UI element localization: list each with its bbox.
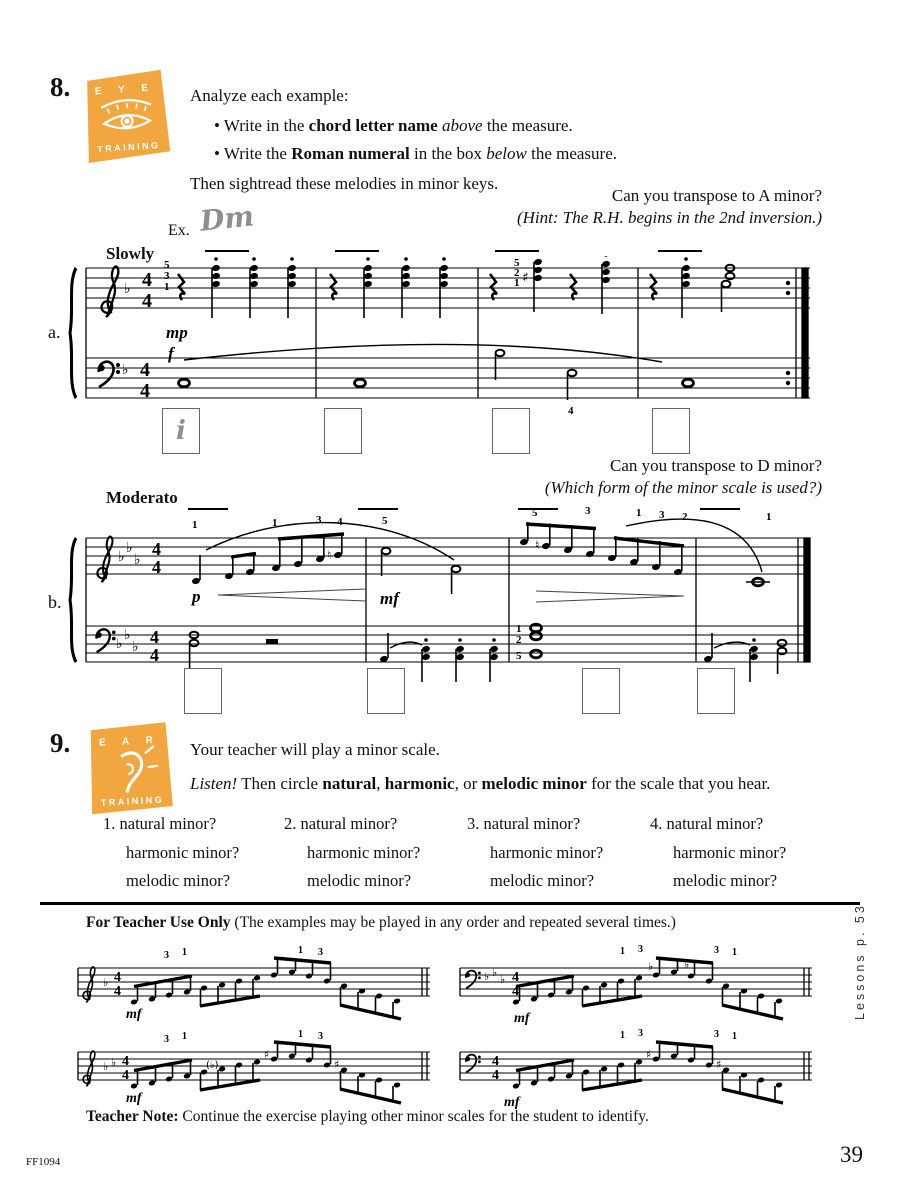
sharp-accidental: ♯: [334, 1058, 340, 1071]
exercise-8-followup: Then sightread these melodies in minor keys.: [190, 174, 499, 193]
teacher-note-label: Teacher Note:: [86, 1108, 179, 1125]
bullet-1-post: the measure.: [482, 116, 573, 135]
bass-notes-a: [179, 350, 694, 400]
treble-notes-b: [191, 522, 770, 594]
option-melodic-minor[interactable]: melodic minor?: [126, 871, 231, 890]
key-flat: ♭: [484, 970, 490, 983]
roman-numeral-box[interactable]: [324, 408, 362, 454]
chord-name-line[interactable]: [205, 250, 249, 252]
eye-training-badge: [84, 70, 176, 170]
repeat-dots: [786, 281, 790, 385]
roman-numeral-box[interactable]: [697, 668, 735, 714]
listen-italic: Listen!: [190, 774, 238, 793]
svg-text:3: 3: [714, 1029, 719, 1040]
transpose-question-a: Can you transpose to A minor?: [611, 186, 822, 205]
ear-training-badge: [88, 722, 180, 822]
svg-text:1: 1: [516, 623, 522, 635]
svg-text:♭: ♭: [134, 552, 141, 568]
teacher-scale-1: [70, 944, 442, 1040]
sharp-accidental: ♯: [646, 1048, 652, 1061]
line2-c2: , or: [454, 774, 482, 793]
bullet-1: [214, 116, 573, 136]
bullet-icon: •: [214, 144, 220, 163]
option-natural-minor[interactable]: natural minor?: [119, 814, 217, 833]
svg-text:3: 3: [164, 1034, 169, 1045]
rh-fingering-m1: [164, 259, 170, 293]
svg-text:1: 1: [182, 947, 187, 958]
dynamic-mf: mf: [504, 1095, 520, 1110]
transpose-hint-a: (Hint: The R.H. begins in the 2nd inversion.): [516, 208, 822, 227]
time-sig: 4: [492, 1054, 499, 1069]
key-flat: ♭: [122, 362, 129, 378]
roman-numeral-box[interactable]: [184, 668, 222, 714]
bullet-2: [214, 144, 617, 164]
scale-fingerings: [620, 1028, 737, 1042]
svg-text:1: 1: [514, 277, 520, 289]
item-number: 3.: [467, 814, 480, 833]
bass-clef-icon: [96, 629, 116, 652]
teacher-note-text: Continue the exercise playing other minor scales for the student to identify.: [182, 1108, 649, 1125]
chord-name-line[interactable]: [495, 250, 539, 252]
option-melodic-minor[interactable]: melodic minor?: [673, 871, 778, 890]
time-sig: 4: [152, 557, 161, 577]
listening-item-4: [650, 810, 786, 896]
time-sig: 4: [140, 380, 150, 402]
line2-melodic: melodic minor: [481, 774, 587, 793]
sharp-accidental: ♯: [522, 270, 529, 286]
key-flat: ♭: [500, 973, 506, 986]
line2-post: for the scale that you hear.: [586, 774, 771, 793]
key-signature-3-flats: [116, 540, 141, 655]
paren-flat-accidental: (♭): [206, 1060, 219, 1071]
svg-text:4: 4: [337, 516, 343, 528]
natural-accidental: ♮: [327, 548, 332, 562]
key-flat: ♭: [103, 976, 109, 989]
svg-text:3: 3: [659, 509, 665, 521]
transpose-question-b: Can you transpose to D minor?: [610, 456, 822, 475]
treble-clef-icon: [97, 537, 112, 582]
svg-text:3: 3: [318, 1031, 323, 1042]
system-b-label: b.: [48, 592, 62, 612]
tempo-b: Moderato: [106, 488, 178, 507]
option-harmonic-minor[interactable]: harmonic minor?: [307, 842, 421, 862]
dynamic-mf: mf: [126, 1007, 142, 1022]
bass-clef-icon: [466, 1055, 481, 1073]
svg-text:5: 5: [514, 257, 520, 269]
roman-numeral-box[interactable]: [652, 408, 690, 454]
teacher-note: [86, 1108, 649, 1126]
svg-text:3: 3: [638, 944, 643, 955]
staff-lines: [86, 268, 810, 398]
svg-text:3: 3: [316, 514, 322, 526]
option-natural-minor[interactable]: natural minor?: [300, 814, 398, 833]
time-sig: 4: [142, 290, 152, 312]
badge-top-label: E A R: [98, 734, 161, 749]
roman-numeral-answer: i: [176, 416, 186, 446]
bullet-2-bold: Roman numeral: [291, 144, 410, 163]
line2-pre: Then circle: [237, 774, 323, 793]
exercise-8-intro: Analyze each example:: [190, 86, 349, 105]
natural-accidental: ♮: [535, 538, 540, 552]
svg-text:5: 5: [382, 515, 388, 527]
option-melodic-minor[interactable]: melodic minor?: [307, 871, 412, 890]
rh-fingering-m3: [514, 257, 520, 289]
chord-answer-dm: Dm: [198, 199, 256, 238]
svg-text:♭: ♭: [126, 540, 133, 556]
key-flat: ♭: [492, 966, 498, 979]
item-number: 1.: [103, 814, 116, 833]
badge-top-label: E Y E: [94, 82, 156, 98]
svg-text:1: 1: [620, 1030, 625, 1041]
side-reference-label: Lessons p. 53: [853, 903, 867, 1020]
bullet-2-mid: in the box: [409, 144, 487, 163]
svg-text:♭: ♭: [118, 549, 125, 565]
svg-text:3: 3: [164, 270, 170, 282]
bullet-1-bold: chord letter name: [308, 116, 438, 135]
option-harmonic-minor[interactable]: harmonic minor?: [673, 842, 787, 862]
item-number: 4.: [650, 814, 663, 833]
svg-text:1: 1: [272, 517, 278, 529]
svg-text:1: 1: [620, 946, 625, 957]
bass-clef-icon: [98, 362, 120, 387]
decrescendo-hairpin: [536, 591, 684, 602]
teacher-heading: [86, 914, 676, 932]
roman-numeral-box[interactable]: [492, 408, 530, 454]
treble-clef-icon: [83, 1051, 95, 1086]
teacher-scale-2: [452, 944, 824, 1040]
time-sig: 4: [150, 645, 159, 665]
time-sig: 4: [152, 539, 161, 559]
key-flat: ♭: [111, 1056, 117, 1069]
svg-text:♭: ♭: [124, 627, 131, 643]
example-label: Ex.: [168, 222, 190, 239]
scale-fingerings: [620, 944, 737, 958]
line2-harmonic: harmonic: [384, 774, 455, 793]
time-sig: 4: [114, 970, 121, 985]
time-sig: 4: [512, 984, 519, 999]
svg-text:1: 1: [732, 1031, 737, 1042]
dynamic-f: f: [168, 344, 174, 363]
key-flat: ♭: [103, 1060, 109, 1073]
chord-name-line[interactable]: [658, 250, 702, 252]
option-melodic-minor[interactable]: melodic minor?: [490, 871, 595, 890]
option-natural-minor[interactable]: natural minor?: [666, 814, 764, 833]
dynamic-mf: mf: [380, 589, 399, 608]
svg-text:3: 3: [585, 505, 591, 517]
sharp-accidental: ♯: [264, 1048, 270, 1061]
option-harmonic-minor[interactable]: harmonic minor?: [490, 842, 604, 862]
svg-text:1: 1: [732, 947, 737, 958]
line2-c1: ,: [376, 774, 385, 793]
chord-name-line[interactable]: [335, 250, 379, 252]
system-a-label: a.: [48, 322, 61, 342]
crescendo-hairpin: [218, 589, 366, 601]
svg-text:1: 1: [766, 511, 772, 523]
flat-accidental: ♭: [684, 958, 690, 971]
time-sig: 4: [122, 1068, 129, 1083]
bullet-2-pre: Write the: [223, 144, 292, 163]
listening-item-2: [284, 810, 420, 896]
svg-text:5: 5: [164, 259, 170, 271]
time-sig: 4: [114, 984, 121, 999]
time-sig: 4: [150, 627, 159, 647]
half-rest: [266, 639, 278, 644]
svg-text:1: 1: [298, 1029, 303, 1040]
time-sig: 4: [142, 269, 152, 291]
page-number: 39: [840, 1142, 863, 1167]
svg-text:3: 3: [318, 947, 323, 958]
treble-clef-icon: [83, 967, 95, 1002]
exercise-9-number: 9.: [50, 728, 71, 758]
treble-notes-a: [178, 256, 734, 318]
badge-bottom-label: TRAINING: [100, 794, 165, 808]
time-sig: 4: [122, 1054, 129, 1069]
lh-fingering-4: 4: [568, 405, 574, 417]
bass-clef-icon: [466, 971, 481, 989]
line2-natural: natural: [322, 774, 377, 793]
option-harmonic-minor[interactable]: harmonic minor?: [126, 842, 240, 862]
dynamic-mp: mp: [166, 323, 188, 342]
svg-text:2: 2: [682, 511, 688, 523]
bullet-2-post: the measure.: [526, 144, 617, 163]
svg-text:2: 2: [514, 267, 520, 279]
brace: [70, 268, 76, 398]
bullet-1-pre: Write in the: [223, 116, 309, 135]
exercise-9-line1: Your teacher will play a minor scale.: [190, 740, 440, 759]
time-sig: 4: [140, 359, 150, 381]
svg-text:5: 5: [516, 650, 522, 662]
brace: [70, 538, 76, 662]
svg-text:5: 5: [532, 507, 538, 519]
treble-clef-icon: [102, 266, 119, 317]
dynamic-p: p: [192, 587, 201, 606]
svg-text:3: 3: [164, 950, 169, 961]
phrase-slur: [184, 344, 662, 362]
svg-text:1: 1: [164, 281, 170, 293]
flat-accidental: ♭: [648, 960, 654, 973]
section-divider: [40, 902, 860, 905]
teacher-heading-note: (The examples may be played in any order and repeated several times.): [234, 914, 676, 931]
svg-text:1: 1: [192, 519, 198, 531]
rh-fingerings-b: [192, 505, 772, 531]
phrase-slur: [626, 519, 762, 572]
bullet-2-italic: below: [486, 144, 527, 163]
svg-text:2: 2: [516, 634, 522, 646]
listening-item-1: [103, 810, 239, 896]
svg-text:♭: ♭: [116, 636, 123, 652]
roman-numeral-box[interactable]: [162, 408, 200, 454]
badge-bottom-label: TRAINING: [96, 139, 161, 155]
option-natural-minor[interactable]: natural minor?: [483, 814, 581, 833]
svg-text:1: 1: [298, 945, 303, 956]
tempo-a: Slowly: [106, 244, 155, 263]
roman-numeral-box[interactable]: [367, 668, 405, 714]
transpose-hint-b: (Which form of the minor scale is used?): [544, 478, 822, 497]
catalog-number: FF1094: [26, 1156, 61, 1168]
roman-numeral-box[interactable]: [582, 668, 620, 714]
svg-text:1: 1: [182, 1031, 187, 1042]
dynamic-mf: mf: [126, 1091, 142, 1106]
time-sig: 4: [512, 970, 519, 985]
exercise-9-line2: [190, 774, 770, 794]
bullet-1-italic: above: [441, 116, 483, 135]
svg-text:♭: ♭: [132, 639, 139, 655]
teacher-heading-bold: For Teacher Use Only: [86, 914, 231, 931]
key-flat: ♭: [124, 281, 131, 297]
svg-text:3: 3: [714, 945, 719, 956]
grand-staff-a: [66, 256, 836, 428]
lh-fingerings-b: [516, 623, 522, 662]
dynamic-mf: mf: [514, 1011, 530, 1026]
bullet-icon: •: [214, 116, 220, 135]
svg-text:1: 1: [636, 507, 642, 519]
svg-text:3: 3: [638, 1028, 643, 1039]
item-number: 2.: [284, 814, 297, 833]
time-sig: 4: [492, 1068, 499, 1083]
grand-staff-b: [66, 502, 836, 682]
listening-item-3: [467, 810, 603, 896]
sharp-accidental: ♯: [716, 1058, 722, 1071]
exercise-8-number: 8.: [50, 72, 71, 102]
